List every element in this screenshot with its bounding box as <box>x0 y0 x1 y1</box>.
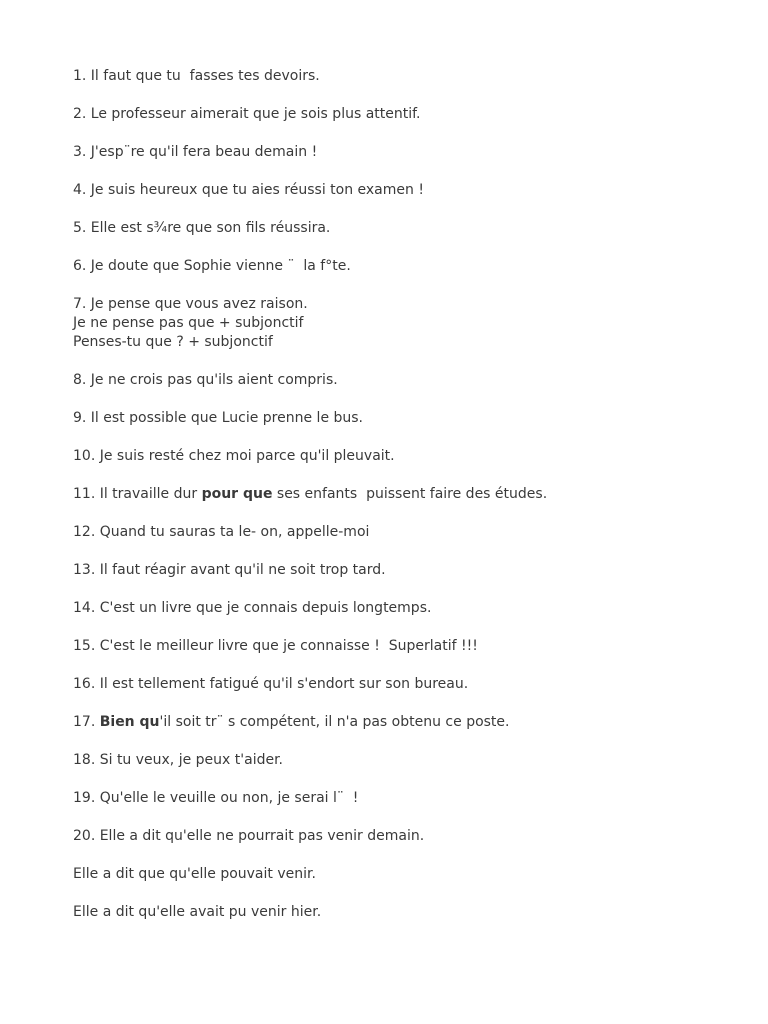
sentence-15: 15. C'est le meilleur livre que je connaisse ! Superlatif !!! <box>73 638 478 654</box>
sentence-5: 5. Elle est s¾re que son fils réussira. <box>73 220 331 236</box>
sentence-20: 20. Elle a dit qu'elle ne pourrait pas venir demain. <box>73 828 425 844</box>
sentence-16: 16. Il est tellement fatigué qu'il s'endort sur son bureau. <box>73 676 469 692</box>
sentence-13: 13. Il faut réagir avant qu'il ne soit trop tard. <box>73 562 386 578</box>
sentence-17-bold: Bien qu <box>99 714 160 730</box>
sentence-7: 7. Je pense que vous avez raison. <box>73 296 308 312</box>
sentence-7-note-2: Penses-tu que ? + subjonctif <box>73 334 273 350</box>
sentence-9: 9. Il est possible que Lucie prenne le bus. <box>73 410 364 426</box>
sentence-4: 4. Je suis heureux que tu aies réussi ton examen ! <box>73 182 424 198</box>
sentence-14: 14. C'est un livre que je connais depuis longtemps. <box>73 600 432 616</box>
sentence-20-note-1: Elle a dit que qu'elle pouvait venir. <box>73 866 316 882</box>
sentence-17-end: 'il soit tr¨ s compétent, il n'a pas obtenu ce poste. <box>159 714 510 730</box>
sentence-8: 8. Je ne crois pas qu'ils aient compris. <box>73 372 338 388</box>
sentence-17-start: 17. <box>73 714 100 730</box>
sentence-18: 18. Si tu veux, je peux t'aider. <box>73 752 283 768</box>
sentence-11-bold: pour que <box>201 486 273 502</box>
sentence-19: 19. Qu'elle le veuille ou non, je serai l¨ ! <box>73 790 359 806</box>
sentence-3: 3. J'esp¨re qu'il fera beau demain ! <box>73 144 318 160</box>
sentence-10: 10. Je suis resté chez moi parce qu'il pleuvait. <box>73 448 395 464</box>
sentence-1: 1. Il faut que tu fasses tes devoirs. <box>73 68 320 84</box>
sentence-6: 6. Je doute que Sophie vienne ¨ la f°te. <box>73 258 351 274</box>
sentence-11-start: 11. Il travaille dur <box>73 486 202 502</box>
sentence-12: 12. Quand tu sauras ta le- on, appelle-moi <box>73 524 370 540</box>
document-page <box>73 67 713 922</box>
sentence-2: 2. Le professeur aimerait que je sois plus attentif. <box>73 106 421 122</box>
sentence-7-note-1: Je ne pense pas que + subjonctif <box>73 315 304 331</box>
sentence-11-end: ses enfants puissent faire des études. <box>272 486 548 502</box>
sentence-20-note-2: Elle a dit qu'elle avait pu venir hier. <box>73 904 322 920</box>
sentence-11 <box>73 485 713 504</box>
sentence-17 <box>73 713 713 732</box>
